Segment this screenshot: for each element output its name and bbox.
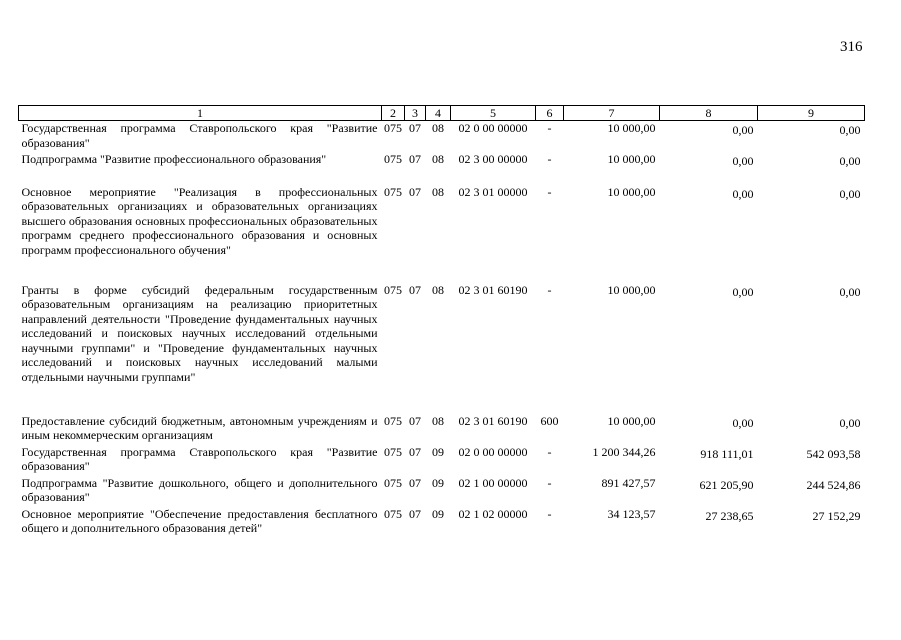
table-row: [19, 476, 865, 507]
row-ministry-code: 075: [384, 121, 402, 135]
row-amount-9: 0,00: [839, 123, 861, 137]
row-target-code: 02 0 00 00000: [458, 444, 528, 459]
row-amount-9: 542 093,58: [806, 446, 861, 461]
row-section-code: 07: [409, 151, 421, 166]
row-expense-type: -: [547, 151, 552, 166]
row-section-code: 07: [409, 506, 421, 521]
row-ministry-code: 075: [384, 184, 402, 199]
row-subsection-code: 09: [432, 444, 444, 459]
row-expense-type: -: [547, 475, 552, 490]
row-target-code: 02 1 02 00000: [458, 506, 528, 521]
row-name: Государственная программа Ставропольского края "Развитие образования": [21, 121, 378, 150]
row-subsection-code: 08: [432, 184, 444, 199]
row-amount-8: 0,00: [732, 415, 754, 430]
page-number: 316: [840, 39, 863, 55]
table-row: [19, 152, 865, 185]
row-subsection-code: 08: [432, 282, 444, 297]
row-target-code: 02 3 01 00000: [458, 184, 528, 199]
column-header-9: 9: [758, 106, 865, 121]
column-header-2: 2: [382, 106, 405, 121]
row-amount-7: 34 123,57: [607, 506, 656, 521]
row-amount-7: 10 000,00: [607, 413, 656, 428]
row-target-code: 02 3 01 60190: [458, 282, 528, 297]
row-subsection-code: 08: [432, 413, 444, 428]
row-name: Основное мероприятие "Реализация в профессиональных образовательных организациях и образовательных организациях высшего образования основных профессиональных образовательных программ среднего профессионального образования и основных программ профессионального обучения": [21, 184, 378, 257]
table-row: [19, 283, 865, 414]
row-amount-9: 27 152,29: [812, 508, 861, 523]
row-ministry-code: 075: [384, 444, 402, 459]
row-ministry-code: 075: [384, 282, 402, 297]
table-row: [19, 121, 865, 152]
row-subsection-code: 09: [432, 475, 444, 490]
row-amount-9: 0,00: [839, 415, 861, 430]
row-section-code: 07: [409, 475, 421, 490]
row-amount-8: 0,00: [732, 186, 754, 201]
row-expense-type: -: [547, 282, 552, 297]
row-expense-type: -: [547, 506, 552, 521]
row-section-code: 07: [409, 184, 421, 199]
budget-table: [18, 105, 865, 538]
row-section-code: 07: [409, 413, 421, 428]
row-amount-8: 0,00: [732, 123, 754, 137]
row-ministry-code: 075: [384, 151, 402, 166]
row-section-code: 07: [409, 121, 421, 135]
column-header-3: 3: [405, 106, 426, 121]
row-name: Подпрограмма "Развитие дошкольного, общего и дополнительного образования": [21, 475, 378, 504]
row-name: Государственная программа Ставропольского края "Развитие образования": [21, 444, 378, 473]
row-target-code: 02 1 00 00000: [458, 475, 528, 490]
table-row: [19, 445, 865, 476]
row-name: Подпрограмма "Развитие профессионального образования": [21, 151, 327, 166]
row-expense-type: -: [547, 121, 552, 135]
row-amount-7: 10 000,00: [607, 282, 656, 297]
row-amount-8: 0,00: [732, 284, 754, 299]
row-amount-9: 244 524,86: [806, 477, 861, 492]
row-amount-7: 1 200 344,26: [592, 444, 656, 459]
row-name: Основное мероприятие "Обеспечение предоставления бесплатного общего и дополнительного образования детей": [21, 506, 378, 535]
row-amount-7: 10 000,00: [607, 121, 656, 135]
row-amount-7: 891 427,57: [601, 475, 656, 490]
row-amount-9: 0,00: [839, 186, 861, 201]
row-expense-type: -: [547, 184, 552, 199]
row-subsection-code: 08: [432, 121, 444, 135]
table-row: [19, 185, 865, 283]
column-header-6: 6: [536, 106, 564, 121]
row-name: Предоставление субсидий бюджетным, автономным учреждениям и иным некоммерческим организациям: [21, 413, 378, 442]
row-amount-8: 0,00: [732, 153, 754, 168]
row-subsection-code: 08: [432, 151, 444, 166]
column-header-4: 4: [426, 106, 451, 121]
column-header-7: 7: [564, 106, 660, 121]
column-header-5: 5: [451, 106, 536, 121]
row-amount-9: 0,00: [839, 153, 861, 168]
row-name: Гранты в форме субсидий федеральным государственным образовательным организациям на реализацию приоритетных направлений деятельности "Проведение фундаментальных научных исследований и поисковых научных исследований отдельными научными группами" и "Проведение фундаментальных научных исследований и поисковых научных исследований малыми отдельными научными группами": [21, 282, 378, 384]
row-expense-type: 600: [540, 413, 559, 428]
row-target-code: 02 3 00 00000: [458, 151, 528, 166]
row-target-code: 02 3 01 60190: [458, 413, 528, 428]
column-header-8: 8: [660, 106, 758, 121]
table-header-row: [19, 106, 865, 121]
row-amount-8: 918 111,01: [700, 446, 754, 461]
row-expense-type: -: [547, 444, 552, 459]
row-amount-7: 10 000,00: [607, 151, 656, 166]
row-ministry-code: 075: [384, 506, 402, 521]
row-amount-8: 27 238,65: [705, 508, 754, 523]
row-section-code: 07: [409, 282, 421, 297]
column-header-1: 1: [19, 106, 382, 121]
row-amount-9: 0,00: [839, 284, 861, 299]
row-amount-7: 10 000,00: [607, 184, 656, 199]
row-amount-8: 621 205,90: [699, 477, 754, 492]
row-section-code: 07: [409, 444, 421, 459]
row-target-code: 02 0 00 00000: [458, 121, 528, 135]
row-ministry-code: 075: [384, 475, 402, 490]
row-subsection-code: 09: [432, 506, 444, 521]
row-ministry-code: 075: [384, 413, 402, 428]
table-row: [19, 414, 865, 445]
table-row: [19, 507, 865, 538]
